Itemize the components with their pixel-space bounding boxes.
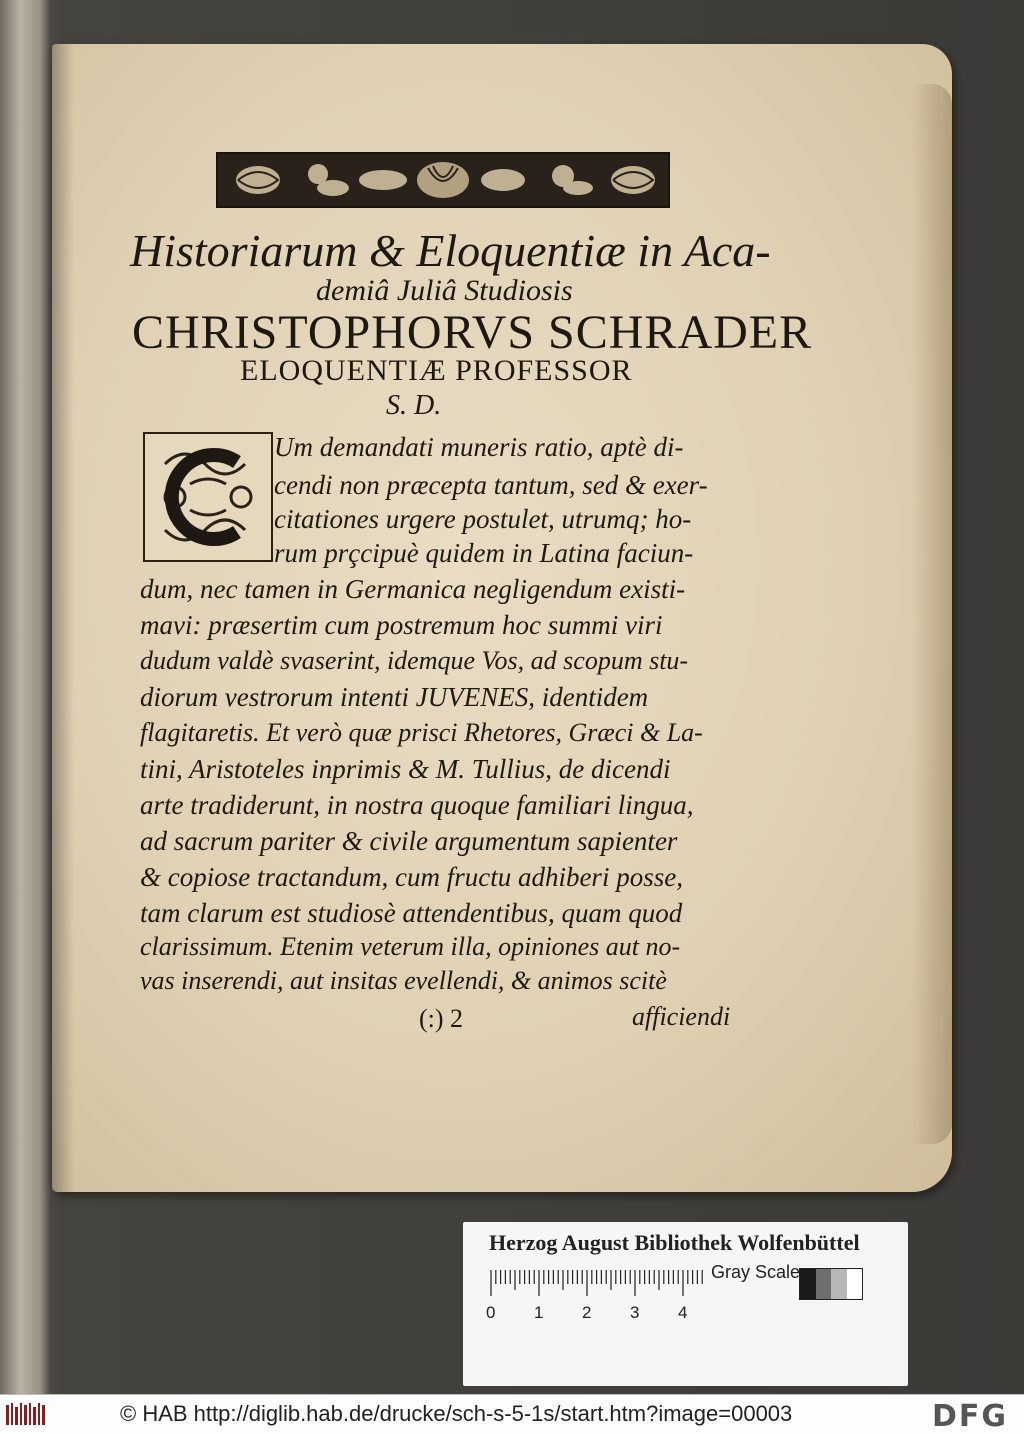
body-line-3: citationes urgere postulet, utrumq; ho- (274, 504, 692, 534)
body-line-6: mavi: præsertim cum postremum hoc summi viri (140, 610, 663, 640)
body-line-5: dum, nec tamen in Germanica negligendum existi- (140, 574, 686, 604)
grayscale-swatches (799, 1268, 863, 1300)
body-line-4: rum prçcipuè quidem in Latina faciun- (274, 538, 694, 568)
woodcut-headpiece-ornament (216, 152, 670, 208)
body-line-12: ad sacrum pariter & civile argumentum sapienter (140, 826, 678, 856)
title-line-1: Historiarum & Eloquentiæ in Aca- (130, 225, 771, 276)
grayscale-swatch (816, 1269, 832, 1299)
body-line-9: flagitaretis. Et verò quæ prisci Rhetores, Græci & La- (140, 718, 703, 747)
body-line-7: dudum valdè svaserint, idemque Vos, ad scopum stu- (140, 646, 689, 675)
body-line-11: arte tradiderunt, in nostra quoque familiari lingua, (140, 790, 694, 820)
decorated-initial-c (143, 432, 273, 562)
ruler-number: 4 (678, 1303, 688, 1322)
author-name: CHRISTOPHORVS SCHRADER (132, 306, 813, 359)
body-line-10: tini, Aristoteles inprimis & M. Tullius, de dicendi (140, 754, 671, 784)
body-line-8: diorum vestrorum intenti JUVENES, identidem (140, 682, 649, 712)
grayscale-label: Gray Scale (711, 1262, 801, 1282)
body-line-16: vas inserendi, aut insitas evellendi, & animos scitè (140, 966, 667, 995)
centimeter-ruler (485, 1264, 705, 1324)
title-line-2: demiâ Juliâ Studiosis (316, 274, 573, 307)
library-scale-label (463, 1222, 908, 1386)
signature-mark: (:) 2 (419, 1004, 464, 1033)
copyright-url[interactable]: © HAB http://diglib.hab.de/drucke/sch-s-5-1s/start.htm?image=00003 (120, 1401, 793, 1426)
ruler-number: 0 (486, 1303, 496, 1322)
body-line-1: Um demandati muneris ratio, aptè di- (274, 432, 684, 462)
grayscale-swatch (831, 1269, 847, 1299)
page-gutter-shadow (52, 44, 74, 1192)
body-line-2: cendi non præcepta tantum, sed & exer- (274, 470, 708, 500)
grayscale-swatch (847, 1269, 863, 1299)
ruler-number: 2 (582, 1303, 592, 1322)
grayscale-swatch (800, 1269, 816, 1299)
hab-logo-icon (6, 1401, 48, 1427)
dfg-logo: DFG (932, 1399, 1009, 1434)
salutation: S. D. (386, 390, 442, 421)
footer-bar (0, 1394, 1024, 1434)
facing-page-edge (0, 0, 50, 1394)
author-title: ELOQUENTIÆ PROFESSOR (240, 354, 633, 387)
catchword: afficiendi (632, 1002, 731, 1031)
body-line-15: clarissimum. Etenim veterum illa, opiniones aut no- (140, 932, 681, 961)
page-worn-edge (912, 84, 952, 1144)
ruler-number: 3 (630, 1303, 640, 1322)
institution-name: Herzog August Bibliothek Wolfenbüttel (489, 1230, 860, 1255)
body-line-13: & copiose tractandum, cum fructu adhiberi posse, (140, 862, 683, 892)
ruler-number: 1 (534, 1303, 544, 1322)
body-line-14: tam clarum est studiosè attendentibus, quam quod (140, 898, 683, 928)
